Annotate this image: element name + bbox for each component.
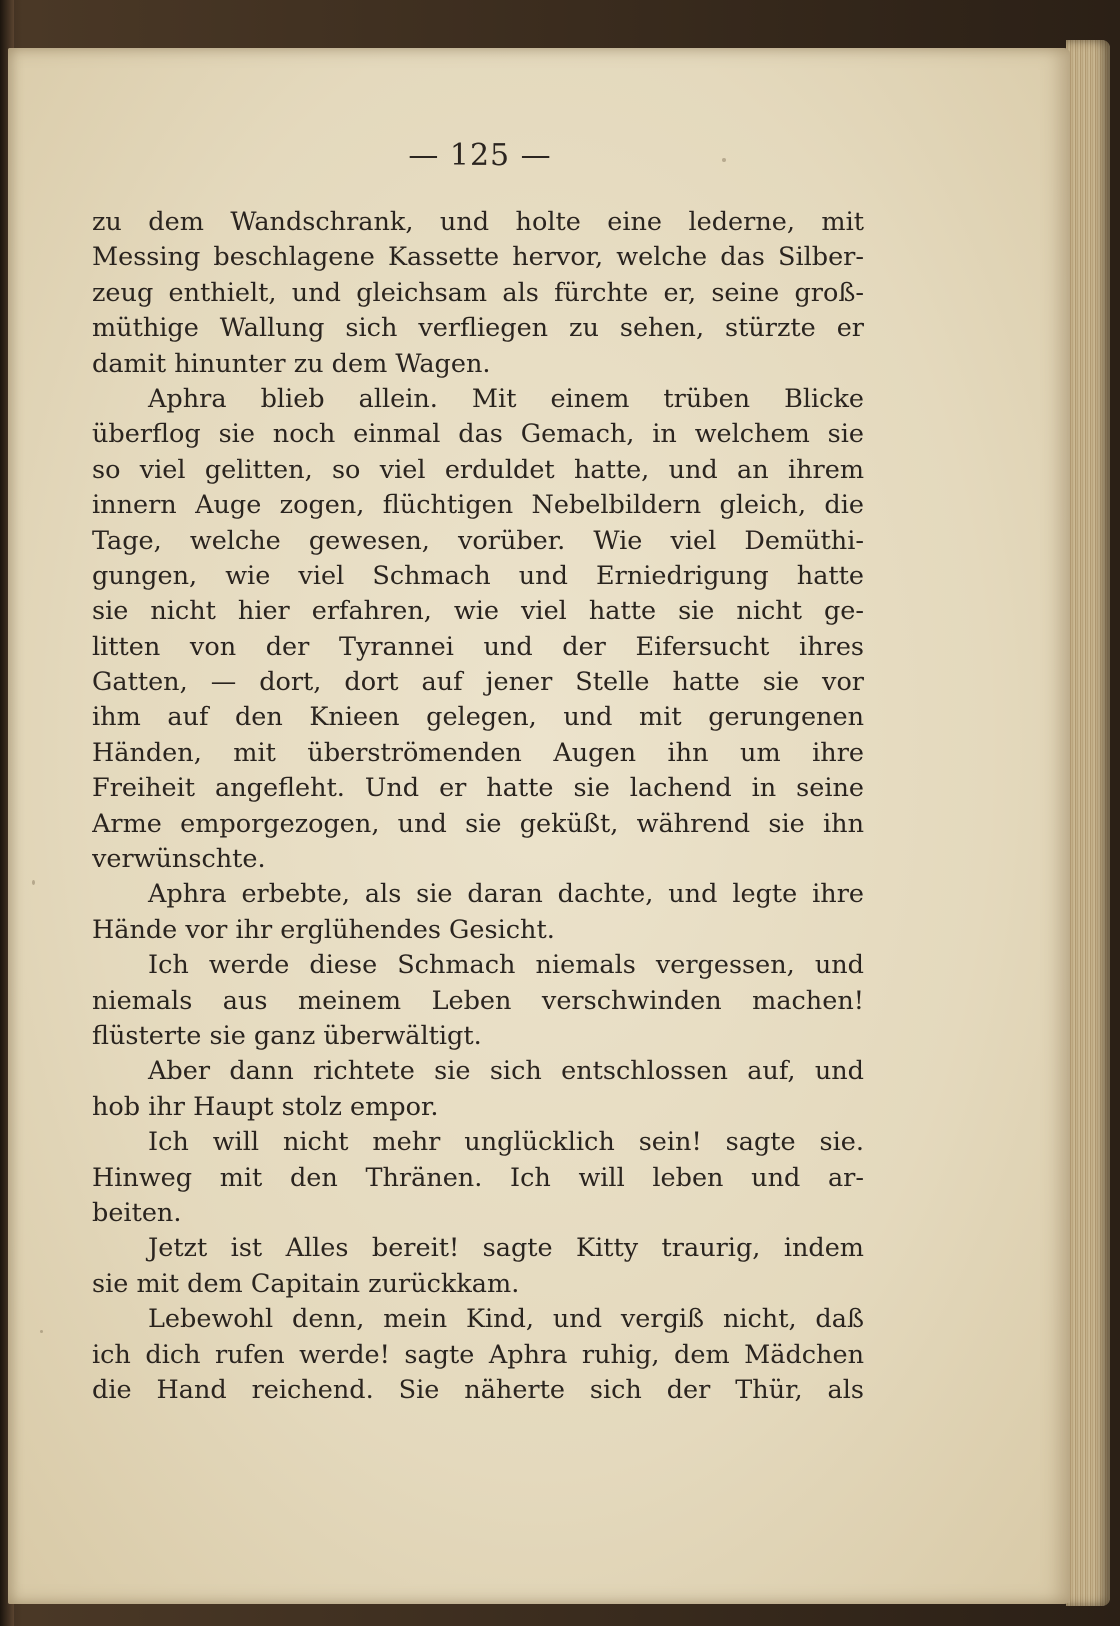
text-line: ihm auf den Knieen gelegen, und mit gerungenen xyxy=(92,702,864,733)
page-number: — 125 — xyxy=(408,138,552,173)
paper-speck xyxy=(722,158,726,162)
text-line: Freiheit angefleht. Und er hatte sie lachend in seine xyxy=(92,773,864,804)
text-line: Arme emporgezogen, und sie geküßt, während sie ihn xyxy=(92,808,864,839)
text-line: Messing beschlagene Kassette hervor, welche das Silber- xyxy=(92,242,864,273)
text-line: niemals aus meinem Leben verschwinden machen! xyxy=(92,985,864,1016)
text-line: Ich werde diese Schmach niemals vergessen, und xyxy=(148,950,864,981)
paper-speck xyxy=(40,1330,43,1333)
text-line: Aphra blieb allein. Mit einem trüben Blicke xyxy=(148,383,864,414)
text-line: hob ihr Haupt stolz empor. xyxy=(92,1091,439,1122)
body-text xyxy=(92,205,864,1408)
text-line: zu dem Wandschrank, und holte eine lederne, mit xyxy=(92,207,864,237)
text-line: sie nicht hier erfahren, wie viel hatte sie nicht ge- xyxy=(92,596,864,627)
text-line: flüsterte sie ganz überwältigt. xyxy=(92,1020,482,1051)
text-line: Tage, welche gewesen, vorüber. Wie viel Demüthi- xyxy=(92,525,864,556)
text-line: beiten. xyxy=(92,1197,182,1228)
text-line: zeug enthielt, und gleichsam als fürchte er, seine groß- xyxy=(92,277,864,308)
text-line: Jetzt ist Alles bereit! sagte Kitty traurig, indem xyxy=(148,1233,864,1264)
text-line: überflog sie noch einmal das Gemach, in welchem sie xyxy=(92,419,864,450)
text-line: ich dich rufen werde! sagte Aphra ruhig, dem Mädchen xyxy=(92,1339,864,1370)
text-line: Händen, mit überströmenden Augen ihn um ihre xyxy=(92,737,864,768)
text-line: die Hand reichend. Sie näherte sich der Thür, als xyxy=(92,1374,864,1405)
text-line: innern Auge zogen, flüchtigen Nebelbildern gleich, die xyxy=(92,490,864,521)
text-line: damit hinunter zu dem Wagen. xyxy=(92,348,491,379)
text-line: verwünschte. xyxy=(92,844,266,875)
text-line: litten von der Tyrannei und der Eifersucht ihres xyxy=(92,631,864,662)
page-edges xyxy=(1066,40,1110,1606)
text-line: Aphra erbebte, als sie daran dachte, und legte ihre xyxy=(148,879,864,910)
text-line: Ich will nicht mehr unglücklich sein! sagte sie. xyxy=(148,1127,864,1158)
text-line: Lebewohl denn, mein Kind, und vergiß nicht, daß xyxy=(148,1304,864,1335)
text-line: sie mit dem Capitain zurückkam. xyxy=(92,1268,520,1299)
text-line: gungen, wie viel Schmach und Erniedrigung hatte xyxy=(92,560,864,591)
text-line: so viel gelitten, so viel erduldet hatte, und an ihrem xyxy=(92,454,864,485)
text-line: Hände vor ihr erglühendes Gesicht. xyxy=(92,914,555,945)
text-line: Gatten, — dort, dort auf jener Stelle hatte sie vor xyxy=(92,667,864,698)
text-line: müthige Wallung sich verfliegen zu sehen, stürzte er xyxy=(92,313,864,344)
text-line: Aber dann richtete sie sich entschlossen auf, und xyxy=(148,1056,864,1087)
text-line: Hinweg mit den Thränen. Ich will leben und ar- xyxy=(92,1162,864,1193)
paper-speck xyxy=(32,880,35,885)
